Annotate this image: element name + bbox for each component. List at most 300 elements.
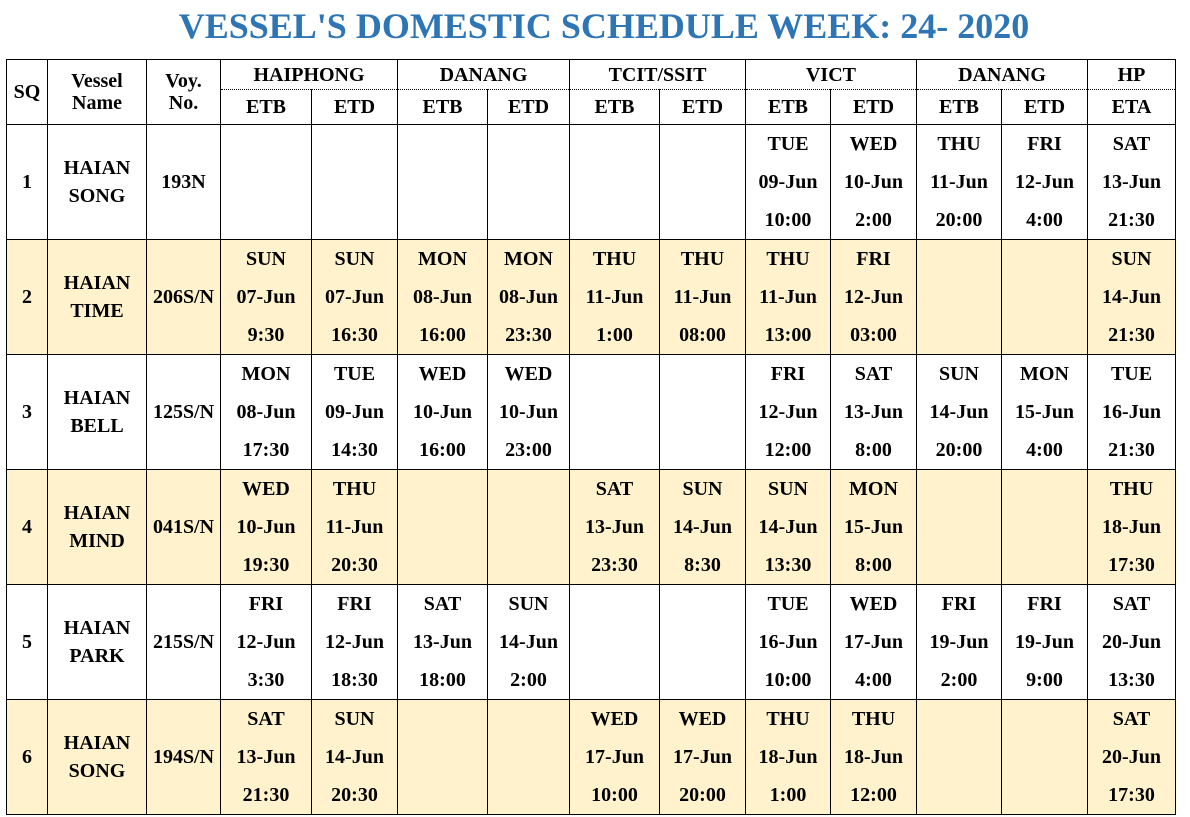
vessel-name-line2: SONG [68,760,126,782]
vessel-name-line1: HAIAN [63,272,131,294]
cell-day: FRI [856,248,891,270]
cell-time: 21:30 [1108,209,1155,231]
cell-date [398,163,487,201]
page-title: VESSEL'S DOMESTIC SCHEDULE WEEK: 24- 2020 [178,6,1030,46]
cell-day [570,585,659,623]
cell-day [917,240,1001,278]
cell-day: TUE [1110,363,1153,385]
cell-day: THU [766,708,810,730]
schedule-cell [660,240,746,355]
row-sq: 5 [7,585,48,700]
schedule-cell [660,470,746,585]
cell-day: TUE [767,133,809,155]
schedule-cell [488,125,570,240]
cell-date: 20-Jun [1102,631,1161,653]
cell-time: 20:00 [679,784,726,806]
cell-time [570,431,659,469]
cell-day: MON [418,248,467,270]
cell-time: 17:30 [1108,784,1155,806]
vessel-name-line2: BELL [70,415,124,437]
cell-time: 16:00 [419,324,466,346]
cell-day: SAT [595,478,634,500]
cell-date: 14-Jun [673,516,732,538]
cell-day: SUN [245,248,286,270]
vessel-name-line1: HAIAN [63,502,131,524]
cell-date: 12-Jun [1015,171,1074,193]
schedule-cell [398,585,488,700]
cell-date: 13-Jun [236,746,296,768]
cell-day: WED [418,363,467,385]
cell-date [221,163,311,201]
cell-time: 23:00 [505,439,552,461]
schedule-cell [831,240,917,355]
cell-day [488,700,569,738]
cell-day [1002,470,1087,508]
header-sub-etd: ETD [660,90,746,125]
cell-day: TUE [333,363,376,385]
cell-day: SUN [938,363,979,385]
header-sub-etd: ETD [312,90,398,125]
cell-time: 9:30 [247,324,285,346]
schedule-cell [221,240,312,355]
cell-day: THU [851,708,896,730]
cell-date: 07-Jun [325,286,384,308]
cell-time: 4:00 [1026,439,1063,461]
vessel-name-line1: HAIAN [63,387,131,409]
schedule-cell [917,240,1002,355]
cell-date: 13-Jun [1102,171,1161,193]
cell-day [488,470,569,508]
cell-time: 10:00 [764,669,812,691]
header-vessel-name-line1: Vessel [71,70,123,92]
cell-date [660,623,745,661]
schedule-cell [312,240,398,355]
header-sub-etb: ETB [398,90,488,125]
schedule-cell [398,700,488,815]
cell-time: 18:00 [419,669,466,691]
cell-date: 14-Jun [325,746,384,768]
cell-time [398,201,487,239]
schedule-cell [1002,125,1088,240]
cell-date [570,163,659,201]
table-row [7,355,1176,470]
header-vessel-name [48,60,147,125]
cell-time: 13:00 [764,324,812,346]
cell-date: 14-Jun [499,631,558,653]
cell-date: 08-Jun [499,286,558,308]
schedule-cell [1002,700,1088,815]
cell-day: MON [504,248,553,270]
header-sq: SQ [7,60,48,125]
row-sq: 1 [7,125,48,240]
schedule-cell [746,700,831,815]
header-sub-etb: ETB [746,90,831,125]
schedule-cell [221,355,312,470]
cell-date: 15-Jun [844,516,903,538]
cell-day: SUN [334,248,375,270]
header-vessel-name-line2: Name [72,92,122,114]
schedule-cell [917,355,1002,470]
cell-day [398,700,487,738]
cell-time: 17:30 [1108,554,1155,576]
cell-day: SUN [508,593,549,615]
cell-time: 10:00 [764,209,812,231]
cell-day: MON [241,363,291,385]
schedule-cell [746,355,831,470]
cell-time: 13:30 [1108,669,1155,691]
cell-time: 21:30 [1108,439,1155,461]
schedule-cell [570,355,660,470]
cell-time [221,201,311,239]
schedule-cell [312,585,398,700]
schedule-cell [1088,240,1176,355]
cell-date: 07-Jun [236,286,296,308]
vessel-name-line2: MIND [69,530,125,552]
schedule-cell [831,125,917,240]
cell-date: 13-Jun [413,631,472,653]
cell-time: 21:30 [242,784,290,806]
cell-time: 9:00 [1026,669,1063,691]
cell-day [917,470,1001,508]
vessel-name-line2: PARK [69,645,125,667]
schedule-cell [1088,125,1176,240]
cell-date: 18-Jun [758,746,818,768]
schedule-cell [570,125,660,240]
cell-date: 10-Jun [236,516,296,538]
cell-date [660,393,745,431]
row-sq: 2 [7,240,48,355]
cell-time [1002,316,1087,354]
cell-date: 16-Jun [758,631,818,653]
row-vessel-name [48,355,147,470]
cell-time: 12:00 [850,784,897,806]
schedule-cell [1088,470,1176,585]
schedule-cell [831,470,917,585]
schedule-cell [660,585,746,700]
cell-time [660,661,745,699]
cell-time: 20:30 [331,784,378,806]
schedule-cell [398,470,488,585]
cell-time: 2:00 [855,209,892,231]
schedule-cell [1088,585,1176,700]
schedule-cell [831,355,917,470]
cell-day [570,355,659,393]
cell-time [570,201,659,239]
cell-date: 12-Jun [758,401,818,423]
schedule-cell [398,125,488,240]
row-voyage-no: 125S/N [147,355,221,470]
cell-day: SUN [334,708,375,730]
schedule-cell [660,700,746,815]
cell-day: FRI [1027,133,1062,155]
header-port-hp: HP [1088,60,1176,90]
cell-date: 11-Jun [759,286,817,308]
schedule-cell [570,585,660,700]
cell-time: 1:00 [769,784,807,806]
cell-time: 8:30 [684,554,721,576]
cell-day: WED [590,708,639,730]
row-vessel-name [48,125,147,240]
schedule-cell [312,125,398,240]
header-port-danang: DANANG [398,60,570,90]
cell-time: 20:00 [935,209,983,231]
cell-time [570,661,659,699]
cell-day: THU [592,248,637,270]
header-sub-etb: ETB [221,90,312,125]
cell-time: 8:00 [855,554,892,576]
cell-time: 4:00 [1026,209,1063,231]
cell-day: WED [242,478,290,500]
cell-time: 23:30 [591,554,638,576]
cell-day: THU [332,478,377,500]
cell-date: 10-Jun [413,401,472,423]
cell-day: THU [937,133,981,155]
cell-time [660,431,745,469]
cell-date: 10-Jun [499,401,558,423]
cell-date [1002,508,1087,546]
cell-date: 20-Jun [1102,746,1161,768]
cell-day: TUE [767,593,809,615]
cell-day [660,355,745,393]
cell-day: WED [849,133,898,155]
vessel-name-line2: TIME [70,300,124,322]
cell-time: 12:00 [764,439,812,461]
cell-day [570,125,659,163]
cell-day: FRI [248,593,284,615]
cell-date: 09-Jun [325,401,384,423]
schedule-cell [917,470,1002,585]
cell-day [917,700,1001,738]
header-sub-etb: ETB [917,90,1002,125]
header-voy-line2: No. [168,92,199,114]
table-row [7,470,1176,585]
cell-day: SAT [423,593,462,615]
cell-time [312,201,397,239]
schedule-cell [831,700,917,815]
cell-time: 18:30 [331,669,378,691]
table-row [7,585,1176,700]
schedule-cell [1002,355,1088,470]
cell-time: 23:30 [505,324,552,346]
schedule-cell [488,585,570,700]
schedule-cell [660,355,746,470]
header-sub-eta: ETA [1088,90,1176,125]
cell-day [660,585,745,623]
row-voyage-no: 193N [147,125,221,240]
cell-day: FRI [770,363,806,385]
cell-date [398,508,487,546]
cell-time: 13:30 [764,554,812,576]
cell-day: SAT [1112,593,1151,615]
schedule-cell [917,700,1002,815]
cell-date: 13-Jun [844,401,903,423]
cell-day: WED [678,708,727,730]
cell-date: 11-Jun [325,516,384,538]
cell-day: WED [504,363,553,385]
cell-day: THU [766,248,810,270]
schedule-cell [398,355,488,470]
schedule-cell [746,585,831,700]
cell-day [1002,240,1087,278]
cell-date: 12-Jun [236,631,296,653]
schedule-cell [221,125,312,240]
cell-date [917,738,1001,776]
cell-day [398,470,487,508]
cell-time [488,546,569,584]
cell-date [917,278,1001,316]
row-vessel-name [48,700,147,815]
schedule-cell [312,470,398,585]
cell-date [570,393,659,431]
cell-date: 18-Jun [844,746,903,768]
schedule-cell [1088,700,1176,815]
row-sq: 4 [7,470,48,585]
cell-time: 2:00 [510,669,547,691]
schedule-cell [398,240,488,355]
cell-time [398,546,487,584]
cell-day: MON [849,478,898,500]
vessel-name-line1: HAIAN [63,732,131,754]
cell-time: 8:00 [855,439,892,461]
cell-date [1002,278,1087,316]
schedule-cell [312,355,398,470]
cell-time [488,201,569,239]
cell-date: 11-Jun [585,286,644,308]
schedule-cell [1002,585,1088,700]
header-port-tcit-ssit: TCIT/SSIT [570,60,746,90]
cell-date: 12-Jun [844,286,903,308]
cell-time: 19:30 [242,554,290,576]
cell-day [1002,700,1087,738]
schedule-cell [746,125,831,240]
cell-date [398,738,487,776]
cell-date [488,163,569,201]
cell-date [1002,738,1087,776]
cell-time: 4:00 [855,669,892,691]
cell-time: 2:00 [940,669,978,691]
cell-date: 16-Jun [1102,401,1161,423]
row-vessel-name [48,240,147,355]
schedule-cell [312,700,398,815]
cell-time [660,201,745,239]
cell-time: 16:00 [419,439,466,461]
cell-day: FRI [1027,593,1062,615]
cell-date [488,738,569,776]
cell-day [488,125,569,163]
cell-time: 20:00 [935,439,983,461]
header-voy-line1: Voy. [165,70,202,92]
cell-day: THU [1109,478,1154,500]
cell-date: 15-Jun [1015,401,1074,423]
row-vessel-name [48,585,147,700]
schedule-cell [660,125,746,240]
cell-day: SAT [1112,133,1151,155]
cell-date: 17-Jun [673,746,732,768]
schedule-cell [1002,470,1088,585]
schedule-cell [1088,355,1176,470]
header-sub-etd: ETD [1002,90,1088,125]
cell-date: 08-Jun [413,286,472,308]
schedule-cell [917,125,1002,240]
cell-date: 19-Jun [929,631,989,653]
cell-date [488,508,569,546]
cell-time: 1:00 [596,324,633,346]
row-vessel-name [48,470,147,585]
schedule-cell [831,585,917,700]
cell-day [660,125,745,163]
header-sub-etd: ETD [488,90,570,125]
cell-day: WED [849,593,898,615]
cell-day: SUN [767,478,808,500]
row-sq: 3 [7,355,48,470]
cell-date: 08-Jun [236,401,296,423]
cell-time [1002,776,1087,814]
row-voyage-no: 206S/N [147,240,221,355]
cell-time [917,776,1001,814]
schedule-body [7,125,1176,815]
schedule-cell [570,700,660,815]
cell-date: 17-Jun [585,746,644,768]
table-row [7,125,1176,240]
row-sq: 6 [7,700,48,815]
cell-day: SAT [854,363,893,385]
cell-time: 20:30 [331,554,378,576]
cell-time [398,776,487,814]
header-sub-etd: ETD [831,90,917,125]
schedule-cell [570,240,660,355]
vessel-name-line1: HAIAN [63,157,131,179]
cell-day: FRI [337,593,372,615]
cell-time [917,316,1001,354]
cell-day: MON [1020,363,1069,385]
cell-date: 11-Jun [673,286,732,308]
vessel-name-line1: HAIAN [63,617,131,639]
cell-date: 14-Jun [758,516,818,538]
cell-time: 17:30 [242,439,290,461]
cell-date: 17-Jun [844,631,903,653]
cell-day [221,125,311,163]
cell-date: 14-Jun [929,401,989,423]
cell-date [660,163,745,201]
cell-time: 3:30 [247,669,285,691]
cell-day: SUN [682,478,723,500]
cell-day: SAT [1112,708,1151,730]
schedule-cell [746,470,831,585]
schedule-cell [1002,240,1088,355]
table-row [7,240,1176,355]
cell-date: 11-Jun [930,171,988,193]
cell-time: 14:30 [331,439,378,461]
schedule-cell [488,355,570,470]
header-sub-etb: ETB [570,90,660,125]
header-port-danang-2: DANANG [917,60,1088,90]
header-voy-no [147,60,221,125]
cell-time: 08:00 [679,324,726,346]
row-voyage-no: 041S/N [147,470,221,585]
cell-date [570,623,659,661]
cell-time: 21:30 [1108,324,1155,346]
cell-time: 16:30 [331,324,378,346]
cell-day: SUN [1111,248,1152,270]
cell-day [312,125,397,163]
cell-date: 14-Jun [1102,286,1161,308]
header-port-vict: VICT [746,60,917,90]
schedule-cell [488,700,570,815]
cell-date: 13-Jun [585,516,644,538]
row-voyage-no: 215S/N [147,585,221,700]
cell-time [1002,546,1087,584]
cell-date [312,163,397,201]
